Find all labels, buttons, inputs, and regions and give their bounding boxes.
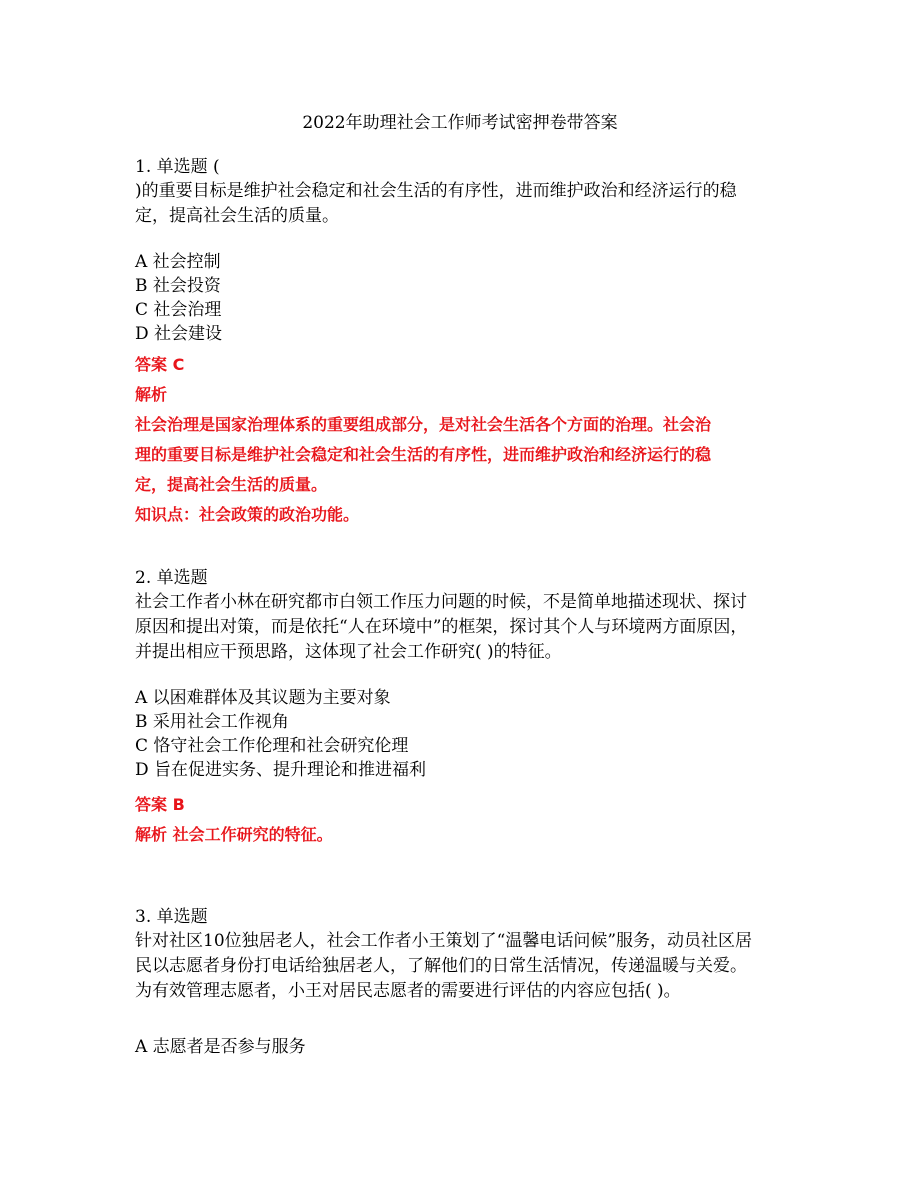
answer-text: 答案 B: [135, 795, 185, 814]
option-d: D 社会建设: [135, 324, 223, 344]
option-a: A 以困难群体及其议题为主要对象: [135, 688, 391, 708]
option-c: C 恪守社会工作伦理和社会研究伦理: [135, 736, 409, 756]
document-title: 2022年助理社会工作师考试密押卷带答案: [302, 113, 618, 133]
analysis-text: 解析 社会工作研究的特征。: [135, 825, 333, 844]
option-a: A 志愿者是否参与服务: [135, 1037, 306, 1057]
question-2-stem-line: 社会工作者小林在研究都市白领工作压力问题的时候，不是简单地描述现状、探讨: [135, 592, 747, 612]
question-3-header: 3. 单选题: [135, 907, 208, 927]
question-1-stem: [135, 179, 785, 229]
question-1-header: 1. 单选题 (: [135, 157, 220, 177]
question-1-stem-line: 定，提高社会生活的质量。: [135, 206, 339, 226]
option-c: C 社会治理: [135, 300, 222, 320]
option-d: D 旨在促进实务、提升理论和推进福利: [135, 760, 427, 780]
question-3-stem-line: 为有效管理志愿者，小王对居民志愿者的需要进行评估的内容应包括( )。: [135, 981, 681, 1001]
question-3-stem-line: 针对社区10位独居老人，社会工作者小王策划了“温馨电话问候”服务，动员社区居: [135, 931, 753, 951]
question-2-answer-block: [135, 790, 785, 850]
analysis-line: 理的重要目标是维护社会稳定和社会生活的有序性，进而维护政治和经济运行的稳: [135, 445, 712, 464]
question-1-options: [135, 250, 785, 346]
question-2-stem-line: 原因和提出对策，而是依托“人在环境中”的框架，探讨其个人与环境两方面原因，: [135, 617, 748, 637]
knowledge-point: 知识点：社会政策的政治功能。: [135, 505, 360, 524]
question-2-stem-line: 并提出相应干预思路，这体现了社会工作研究( )的特征。: [135, 642, 562, 662]
question-3: [135, 905, 785, 1004]
option-b: B 社会投资: [135, 276, 221, 296]
question-1-stem-line: )的重要目标是维护社会稳定和社会生活的有序性，进而维护政治和经济运行的稳: [135, 181, 737, 201]
question-3-stem-line: 民以志愿者身份打电话给独居老人，了解他们的日常生活情况，传递温暖与关爱。: [135, 956, 747, 976]
question-1-answer-block: [135, 350, 785, 530]
analysis-label: 解析: [135, 385, 168, 404]
question-1: [135, 155, 785, 229]
question-3-stem: [135, 929, 785, 1004]
answer-text: 答案 C: [135, 355, 185, 374]
analysis-line: 社会治理是国家治理体系的重要组成部分，是对社会生活各个方面的治理。社会治: [135, 415, 712, 434]
question-2: [135, 566, 785, 665]
option-b: B 采用社会工作视角: [135, 712, 289, 732]
analysis-line: 定，提高社会生活的质量。: [135, 475, 328, 494]
question-3-options: [135, 1035, 785, 1059]
option-a: A 社会控制: [135, 252, 221, 272]
question-2-stem: [135, 590, 785, 665]
question-2-options: [135, 686, 785, 782]
question-2-header: 2. 单选题: [135, 568, 208, 588]
